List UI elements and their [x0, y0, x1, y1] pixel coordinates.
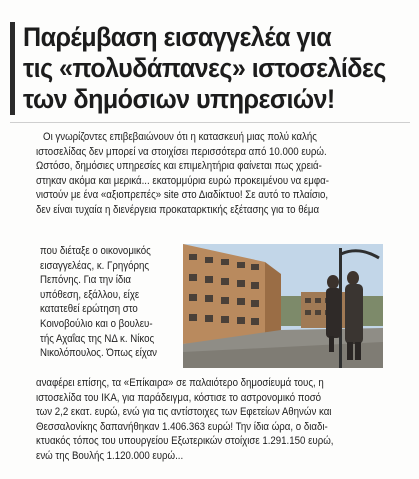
headline-line-3: των δημόσιων υπηρεσιών!	[23, 84, 335, 114]
article-photo	[183, 244, 383, 368]
photo-illustration	[183, 244, 383, 368]
body-line: στηκαν ακόμα και μερικά... εκατομμύρια ευρώ προκειμένου να εμφα-	[36, 174, 329, 187]
body-line: Κοινοβούλιο και ο βουλευ-	[40, 317, 153, 330]
article-body-wrapped	[40, 244, 190, 361]
body-line: ενώ της Βουλής 1.120.000 ευρώ...	[36, 449, 184, 462]
headline-line-1: Παρέμβαση εισαγγελέα για	[23, 22, 332, 52]
body-line: εισαγγελέας, κ. Γρηγόρης	[40, 259, 150, 272]
body-line: Οι γνωρίζοντες επιβεβαιώνουν ότι η κατασκευή μιας πολύ καλής	[43, 131, 317, 143]
body-line: υπόθεση, εξάλλου, είχε	[40, 288, 140, 301]
body-line: των 2,2 εκατ. ευρώ, ενώ για τις αντίστοιχες των Εφετείων Αθηνών και	[36, 406, 332, 419]
body-line: κατατεθεί ερώτηση στο	[40, 303, 138, 316]
article-body-top	[36, 130, 416, 218]
headline-accent-bar	[10, 22, 15, 115]
body-line: κτυακός τόπος του υπουργείου Εξωτερικών στοίχισε 1.291.150 ευρώ,	[36, 435, 334, 448]
body-line: δεν είναι τυχαία η διενέργεια προκαταρκτικής εξέτασης για το θέμα	[36, 203, 320, 216]
body-line: ιστοσελίδα του ΙΚΑ, για παράδειγμα, κόστισε το αστρονομικό ποσό	[36, 391, 322, 404]
article-body-bottom	[36, 376, 416, 464]
body-line: Θεσσαλονίκης δαπανήθηκαν 1.406.363 ευρώ! Την ίδια ώρα, ο διαδι-	[36, 420, 328, 433]
body-line: ιστοσελίδας δεν μπορεί να στοιχίσει περισσότερα από 10.000 ευρώ.	[36, 145, 327, 158]
body-line: τής Αχαΐας της ΝΔ κ. Νίκος	[40, 332, 155, 345]
headline-line-2: τις «πολυδάπανες» ιστοσελίδες	[23, 53, 386, 83]
body-line: Πεπόνης. Για την ίδια	[40, 274, 132, 287]
body-line: νιστούν με ένα «αξιοπρεπές» site στο Διαδίκτυο! Σε αυτό το πλαίσιο,	[36, 189, 329, 202]
body-line: Ωστόσο, δημόσιες υπηρεσίες και επιμελητήρια φαίνεται πως χρειά-	[36, 160, 322, 173]
headline-divider	[10, 122, 410, 123]
body-line: Νικολόπουλος. Όπως είχαν	[40, 347, 158, 360]
headline	[23, 22, 386, 115]
body-line: που διέταξε ο οικονομικός	[40, 245, 151, 257]
body-line: αναφέρει επίσης, τα «Επίκαιρα» σε παλαιότερο δημοσίευμά τους, η	[36, 377, 324, 389]
